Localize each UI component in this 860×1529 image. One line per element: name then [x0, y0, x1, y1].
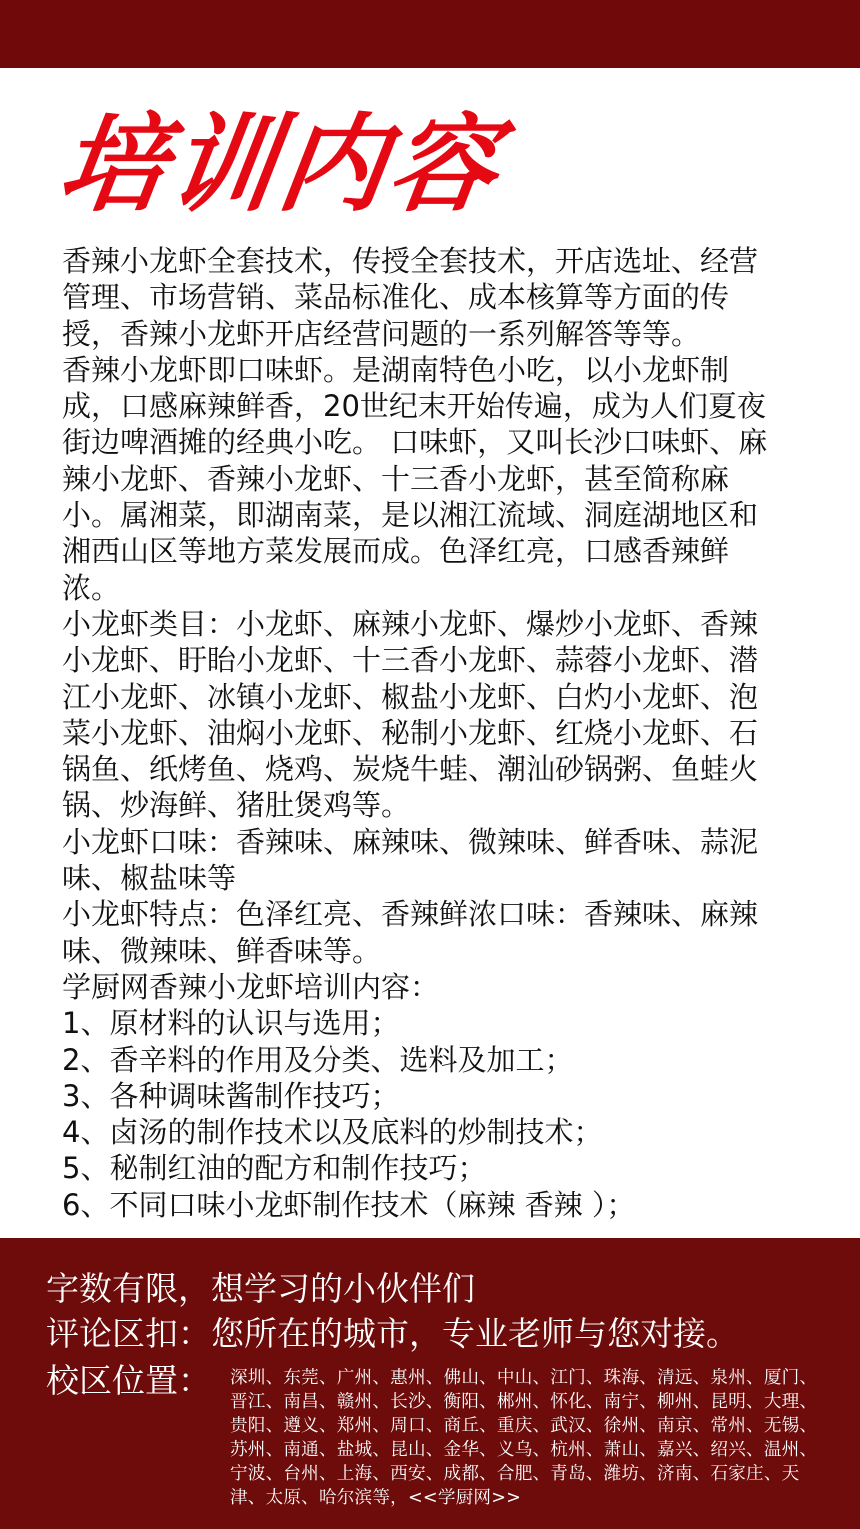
- training-item-5: 5、秘制红油的配方和制作技巧；: [62, 1151, 487, 1186]
- training-item-3: 3、各种调味酱制作技巧；: [62, 1078, 400, 1113]
- training-item-4: 4、卤汤的制作技术以及底料的炒制技术；: [62, 1115, 603, 1150]
- feature-paragraph: 小龙虾特点：色泽红亮、香辣鲜浓口味：香辣味、麻辣味、微辣味、鲜香味等。: [62, 897, 759, 968]
- footer-cta-line-2: 评论区扣：您所在的城市，专业老师与您对接。: [46, 1314, 739, 1353]
- training-heading: 学厨网香辣小龙虾培训内容：: [62, 969, 440, 1004]
- page-title: 培训内容: [51, 103, 509, 226]
- footer-cta-line-1: 字数有限，想学习的小伙伴们: [46, 1269, 475, 1308]
- content-body: [62, 243, 782, 1223]
- training-item-1: 1、原材料的认识与选用；: [62, 1006, 400, 1041]
- description-paragraph: 香辣小龙虾即口味虾。是湖南特色小吃，以小龙虾制成，口感麻辣鲜香，20世纪末开始传遍，成为人们夏夜街边啤酒摊的经典小吃。 口味虾，又叫长沙口味虾、麻辣小龙虾、香辣小龙虾、十三香小龙虾，甚至简称麻小。属湘菜，即湖南菜，是以湘江流域、洞庭湖地区和湘西山区等地方菜发展而成。色泽红亮，口感香辣鲜浓。: [62, 352, 768, 605]
- training-item-6: 6、不同口味小龙虾制作技术（麻辣 香辣 ）；: [62, 1187, 636, 1222]
- training-item-2: 2、香辛料的作用及分类、选料及加工；: [62, 1042, 574, 1077]
- category-paragraph: 小龙虾类目：小龙虾、麻辣小龙虾、爆炒小龙虾、香辣小龙虾、盱眙小龙虾、十三香小龙虾、蒜蓉小龙虾、潜江小龙虾、冰镇小龙虾、椒盐小龙虾、白灼小龙虾、泡菜小龙虾、油焖小龙虾、秘制小龙虾、红烧小龙虾、石锅鱼、纸烤鱼、烧鸡、炭烧牛蛙、潮汕砂锅粥、鱼蛙火锅、炒海鲜、猪肚煲鸡等。: [62, 606, 759, 823]
- campus-label: 校区位置：: [46, 1361, 211, 1400]
- flavor-paragraph: 小龙虾口味：香辣味、麻辣味、微辣味、鲜香味、蒜泥味、椒盐味等: [62, 824, 759, 896]
- intro-paragraph: 香辣小龙虾全套技术，传授全套技术，开店选址、经营管理、市场营销、菜品标准化、成本核算等方面的传授，香辣小龙虾开店经营问题的一系列解答等等。: [62, 244, 759, 351]
- campus-list: 深圳、东莞、广州、惠州、佛山、中山、江门、珠海、清远、泉州、厦门、晋江、南昌、赣州、长沙、衡阳、郴州、怀化、南宁、柳州、昆明、大理、贵阳、遵义、郑州、周口、商丘、重庆、武汉、徐州、南京、常州、无锡、苏州、南通、盐城、昆山、金华、义乌、杭州、萧山、嘉兴、绍兴、温州、宁波、台州、上海、西安、成都、合肥、青岛、潍坊、济南、石家庄、天津、太原、哈尔滨等，<<学厨网>>: [230, 1368, 818, 1508]
- top-banner: [0, 0, 860, 68]
